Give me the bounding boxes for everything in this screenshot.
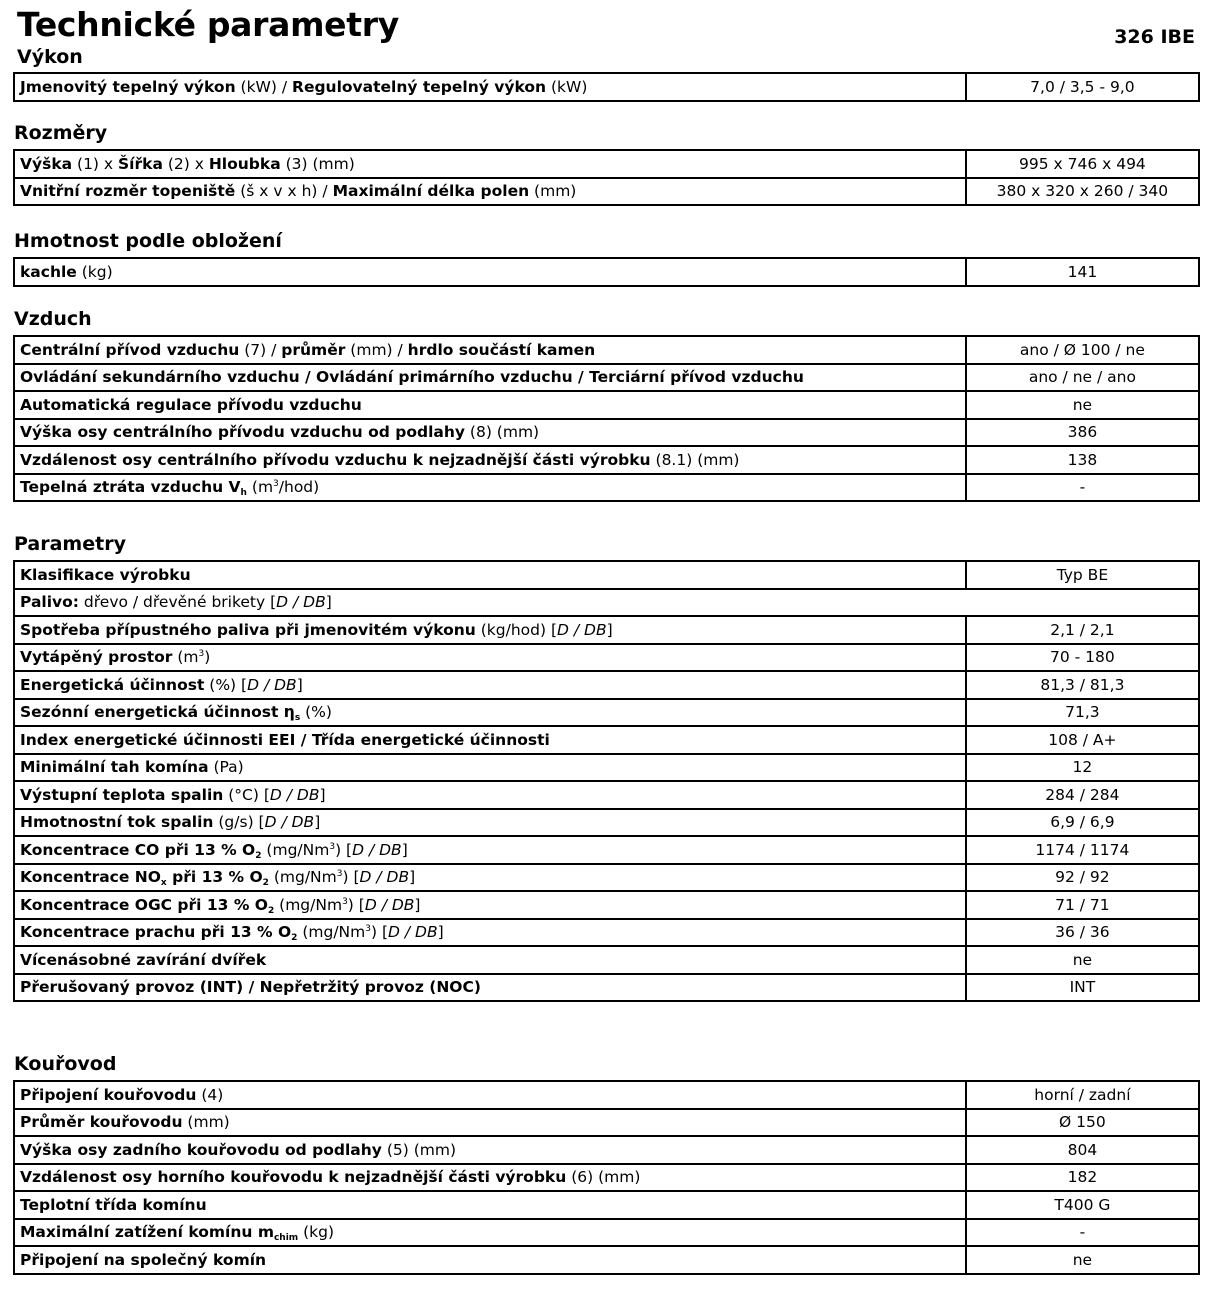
label-segment: 3 <box>198 649 205 660</box>
param-value: 284 / 284 <box>966 781 1199 809</box>
label-segment: (kW) <box>546 77 588 96</box>
label-segment: hrdlo součástí kamen <box>407 340 596 359</box>
label-segment: Koncentrace prachu při 13 % O <box>20 923 292 942</box>
section-title: Parametry <box>14 533 126 555</box>
param-value: 804 <box>966 1136 1199 1164</box>
params-table <box>13 1080 1200 1275</box>
label-segment: 3 <box>365 924 371 935</box>
table-row <box>14 1081 1199 1109</box>
param-value: 386 <box>966 419 1199 447</box>
table-row <box>14 391 1199 419</box>
label-segment: dřevo / dřevěné brikety [ <box>78 593 277 612</box>
label-segment: ] <box>401 840 408 859</box>
label-segment: Výstupní teplota spalin <box>20 785 224 804</box>
label-segment: ] <box>414 895 421 914</box>
label-segment: 2 <box>262 878 269 889</box>
label-segment: 3 <box>329 841 336 852</box>
param-value: ne <box>966 391 1199 419</box>
param-label <box>14 446 966 474</box>
param-label <box>14 1219 966 1247</box>
label-segment: (mg/Nm <box>297 923 366 942</box>
label-segment: (mm) <box>182 1113 230 1132</box>
label-segment: Spotřeba přípustného paliva při jmenovitém výkonu <box>20 620 476 639</box>
label-segment: Vzdálenost osy horního kouřovodu k nejzadnější části výrobku <box>20 1168 567 1187</box>
label-segment: (mm) / <box>345 340 408 359</box>
table-row <box>14 336 1199 364</box>
param-value: ano / ne / ano <box>966 364 1199 392</box>
label-segment: 2 <box>267 905 275 916</box>
table-row <box>14 616 1199 644</box>
table-row <box>14 474 1199 502</box>
table-row <box>14 891 1199 919</box>
label-segment: Vzdálenost osy centrálního přívodu vzduchu k nejzadnější části výrobku <box>20 450 651 469</box>
param-label <box>14 616 966 644</box>
param-value: 141 <box>966 258 1199 286</box>
param-value: ano / Ø 100 / ne <box>966 336 1199 364</box>
page-title: Technické parametry <box>17 5 399 44</box>
label-segment: kachle <box>20 262 77 281</box>
param-value: 71 / 71 <box>966 891 1199 919</box>
param-value: 2,1 / 2,1 <box>966 616 1199 644</box>
label-segment: D / DB <box>557 620 607 639</box>
param-value: ne <box>966 946 1199 974</box>
label-segment: ] <box>606 620 613 639</box>
label-segment: (7) / <box>239 340 282 359</box>
param-value: 380 x 320 x 260 / 340 <box>966 178 1199 206</box>
label-segment: Vnitřní rozměr topeniště <box>20 182 236 201</box>
label-segment: Maximální délka polen <box>332 182 530 201</box>
label-segment: Koncentrace OGC při 13 % O <box>20 895 268 914</box>
model-name: 326 IBE <box>1114 26 1195 48</box>
label-segment: 3 <box>336 869 343 880</box>
param-value: 92 / 92 <box>966 864 1199 892</box>
section-rozmery <box>13 120 1200 206</box>
label-segment: Centrální přívod vzduchu <box>20 340 240 359</box>
table-row <box>14 178 1199 206</box>
label-segment: (mg/Nm <box>274 895 343 914</box>
table-row <box>14 836 1199 864</box>
table-row <box>14 73 1199 101</box>
label-segment: Energetická účinnost <box>20 675 205 694</box>
param-label <box>14 1191 966 1219</box>
param-label <box>14 1081 966 1109</box>
param-label <box>14 919 966 947</box>
table-row <box>14 589 1199 617</box>
label-segment: (1) x <box>72 154 119 173</box>
param-label <box>14 589 1199 617</box>
param-value: horní / zadní <box>966 1081 1199 1109</box>
label-segment: ) [ <box>370 923 388 942</box>
label-segment: (m <box>246 478 274 497</box>
params-table <box>13 257 1200 287</box>
param-label <box>14 391 966 419</box>
label-segment: ] <box>437 923 444 942</box>
param-value: 7,0 / 3,5 - 9,0 <box>966 73 1199 101</box>
table-row <box>14 974 1199 1002</box>
table-row <box>14 754 1199 782</box>
param-label <box>14 809 966 837</box>
param-label <box>14 699 966 727</box>
table-row <box>14 671 1199 699</box>
label-segment: D / DB <box>388 923 438 942</box>
label-segment: (g/s) [ <box>213 813 265 832</box>
table-row <box>14 1219 1199 1247</box>
label-segment: (°C) [ <box>223 785 270 804</box>
table-row <box>14 446 1199 474</box>
param-value: INT <box>966 974 1199 1002</box>
section-vzduch <box>13 306 1200 502</box>
label-segment: při 13 % O <box>166 868 263 887</box>
param-value: 138 <box>966 446 1199 474</box>
table-row <box>14 419 1199 447</box>
param-value: 1174 / 1174 <box>966 836 1199 864</box>
section-vykon <box>13 44 1200 102</box>
param-label <box>14 1246 966 1274</box>
param-label <box>14 73 966 101</box>
label-segment: ) [ <box>335 840 353 859</box>
label-segment: (kg) <box>298 1223 335 1242</box>
label-segment: 3 <box>342 896 348 907</box>
label-segment: ) <box>204 648 211 667</box>
label-segment: Jmenovitý tepelný výkon <box>20 77 236 96</box>
section-title: Výkon <box>17 46 83 68</box>
label-segment: ] <box>314 813 321 832</box>
section-title: Rozměry <box>14 122 108 144</box>
label-segment: (mg/Nm <box>268 868 337 887</box>
label-segment: (%) [ <box>204 675 248 694</box>
section-hmotnost <box>13 228 1200 287</box>
param-value: 81,3 / 81,3 <box>966 671 1199 699</box>
label-segment: Koncentrace CO při 13 % O <box>20 840 256 859</box>
label-segment: D / DB <box>276 593 326 612</box>
label-segment: (%) <box>300 703 332 722</box>
label-segment: (8) (mm) <box>464 423 540 442</box>
label-segment: (3) (mm) <box>280 154 355 173</box>
label-segment: Regulovatelný tepelný výkon <box>292 77 547 96</box>
section-kourovod <box>13 1051 1200 1275</box>
label-segment: Vícenásobné zavírání dvířek <box>20 950 267 969</box>
param-value: 70 - 180 <box>966 644 1199 672</box>
label-segment: Klasifikace výrobku <box>20 565 191 584</box>
param-value: 36 / 36 <box>966 919 1199 947</box>
label-segment: (mm) <box>529 182 577 201</box>
section-parametry <box>13 531 1200 1002</box>
label-segment: Sezónní energetická účinnost η <box>20 703 295 722</box>
label-segment: (4) <box>196 1085 224 1104</box>
label-segment: ] <box>409 868 416 887</box>
param-value: 995 x 746 x 494 <box>966 150 1199 178</box>
label-segment: Palivo: <box>20 593 79 612</box>
label-segment: (2) x <box>162 154 209 173</box>
section-title: Kouřovod <box>14 1053 117 1075</box>
param-label <box>14 836 966 864</box>
label-segment: D / DB <box>359 868 410 887</box>
param-value: 108 / A+ <box>966 726 1199 754</box>
label-segment: Ovládání sekundárního vzduchu / Ovládání primárního vzduchu / Terciární přívod vzduchu <box>20 368 804 387</box>
params-table <box>13 560 1200 1002</box>
label-segment: /hod) <box>278 478 320 497</box>
label-segment: Index energetické účinnosti EEI / Třída energetické účinnosti <box>20 730 550 749</box>
table-row <box>14 364 1199 392</box>
label-segment: Koncentrace NO <box>20 868 161 887</box>
label-segment: průměr <box>281 340 346 359</box>
param-value: 71,3 <box>966 699 1199 727</box>
param-value: T400 G <box>966 1191 1199 1219</box>
param-label <box>14 258 966 286</box>
label-segment: ] <box>319 785 326 804</box>
table-row <box>14 150 1199 178</box>
label-segment: Hloubka <box>208 154 281 173</box>
label-segment: Připojení na společný komín <box>20 1250 267 1269</box>
label-segment: Teplotní třída komínu <box>20 1195 207 1214</box>
label-segment: ] <box>325 593 332 612</box>
label-segment: 3 <box>273 479 279 490</box>
param-value: ne <box>966 1246 1199 1274</box>
label-segment: D / DB <box>247 675 297 694</box>
label-segment: Průměr kouřovodu <box>20 1113 183 1132</box>
params-table <box>13 72 1200 102</box>
table-row <box>14 1191 1199 1219</box>
section-title: Hmotnost podle obložení <box>14 230 282 252</box>
param-label <box>14 781 966 809</box>
param-label <box>14 974 966 1002</box>
label-segment: Minimální tah komína <box>20 758 209 777</box>
label-segment: Výška osy centrálního přívodu vzduchu od podlahy <box>20 423 465 442</box>
label-segment: (5) (mm) <box>381 1140 457 1159</box>
param-label <box>14 419 966 447</box>
label-segment: Výška <box>20 154 73 173</box>
params-table <box>13 149 1200 206</box>
label-segment: D / DB <box>269 785 320 804</box>
param-label <box>14 864 966 892</box>
table-row <box>14 1246 1199 1274</box>
section-title: Vzduch <box>14 308 92 330</box>
label-segment: Připojení kouřovodu <box>20 1085 197 1104</box>
label-segment: D / DB <box>364 895 415 914</box>
label-segment: ) [ <box>342 868 360 887</box>
param-value: 182 <box>966 1164 1199 1192</box>
label-segment: Maximální zatížení komínu m <box>20 1223 274 1242</box>
table-row <box>14 644 1199 672</box>
param-label <box>14 644 966 672</box>
param-label <box>14 726 966 754</box>
label-segment: 2 <box>255 850 262 861</box>
param-label <box>14 474 966 502</box>
param-label <box>14 178 966 206</box>
table-row <box>14 699 1199 727</box>
table-row <box>14 1164 1199 1192</box>
param-label <box>14 561 966 589</box>
table-row <box>14 781 1199 809</box>
param-value: 6,9 / 6,9 <box>966 809 1199 837</box>
label-segment: (š x v x h) / <box>235 182 333 201</box>
label-segment: Automatická regulace přívodu vzduchu <box>20 395 362 414</box>
label-segment: (mg/Nm <box>261 840 330 859</box>
param-label <box>14 364 966 392</box>
label-segment: D / DB <box>352 840 402 859</box>
param-label <box>14 671 966 699</box>
table-row <box>14 726 1199 754</box>
param-label <box>14 150 966 178</box>
param-label <box>14 754 966 782</box>
label-segment: Výška osy zadního kouřovodu od podlahy <box>20 1140 382 1159</box>
params-table <box>13 335 1200 502</box>
label-segment: (Pa) <box>208 758 244 777</box>
param-value: Ø 150 <box>966 1109 1199 1137</box>
label-segment: 2 <box>291 933 298 944</box>
label-segment: h <box>240 488 247 499</box>
label-segment: x <box>160 878 167 889</box>
param-value: 12 <box>966 754 1199 782</box>
label-segment: ) [ <box>347 895 365 914</box>
label-segment: (kg) <box>76 262 113 281</box>
param-label <box>14 1164 966 1192</box>
label-segment: D / DB <box>264 813 315 832</box>
param-value: - <box>966 474 1199 502</box>
label-segment: Tepelná ztráta vzduchu V <box>20 478 241 497</box>
label-segment: chim <box>273 1233 299 1244</box>
label-segment: Přerušovaný provoz (INT) / Nepřetržitý provoz (NOC) <box>20 978 481 997</box>
table-row <box>14 864 1199 892</box>
label-segment: (kW) / <box>235 77 293 96</box>
table-row <box>14 561 1199 589</box>
label-segment: ] <box>296 675 303 694</box>
param-value: Typ BE <box>966 561 1199 589</box>
label-segment: Šířka <box>118 154 163 173</box>
table-row <box>14 809 1199 837</box>
label-segment: (8.1) (mm) <box>650 450 740 469</box>
param-label <box>14 1109 966 1137</box>
table-row <box>14 258 1199 286</box>
label-segment: Hmotnostní tok spalin <box>20 813 214 832</box>
label-segment: (kg/hod) [ <box>475 620 558 639</box>
table-row <box>14 1109 1199 1137</box>
label-segment: (6) (mm) <box>566 1168 641 1187</box>
label-segment: (m <box>172 648 199 667</box>
param-label <box>14 946 966 974</box>
table-row <box>14 946 1199 974</box>
table-row <box>14 919 1199 947</box>
param-label <box>14 1136 966 1164</box>
label-segment: s <box>294 713 301 724</box>
param-value: - <box>966 1219 1199 1247</box>
param-label <box>14 336 966 364</box>
table-row <box>14 1136 1199 1164</box>
label-segment: Vytápěný prostor <box>20 648 173 667</box>
param-label <box>14 891 966 919</box>
